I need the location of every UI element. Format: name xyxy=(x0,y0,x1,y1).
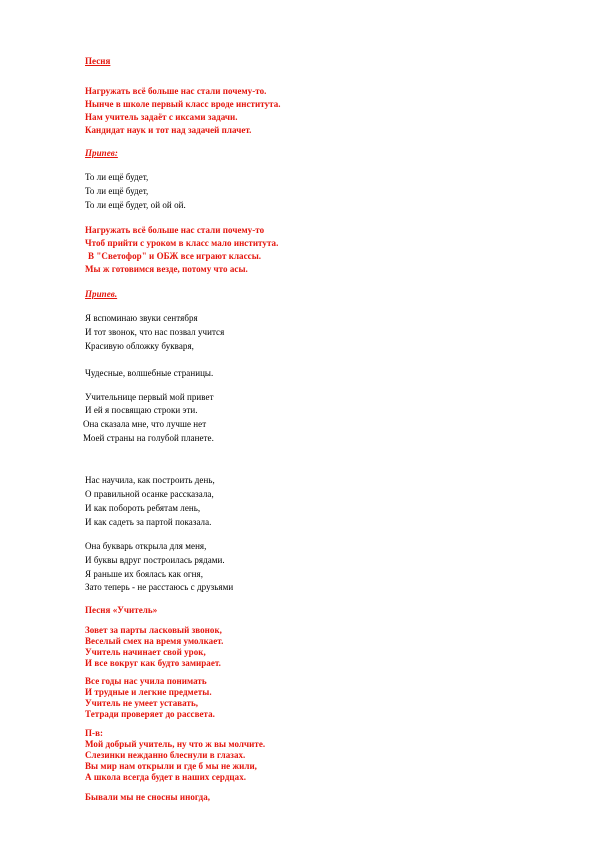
lyric-line: И трудные и легкие предметы. xyxy=(85,687,212,697)
lyric-line: Бывали мы не сносны иногда, xyxy=(85,792,211,802)
lyric-line: То ли ещё будет, ой ой ой. xyxy=(85,200,186,210)
poem-line: Моей страны на голубой планете. xyxy=(83,433,214,443)
lyric-line: То ли ещё будет, xyxy=(85,172,149,182)
lyric-line: Слезинки нежданно блеснули в глазах. xyxy=(85,750,246,760)
song-title: Песня xyxy=(85,56,111,66)
lyric-line: Учитель начинает свой урок, xyxy=(85,647,206,657)
poem-line: Я раньше их боялась как огня, xyxy=(85,569,203,579)
poem-line: И буквы вдруг построилась рядами. xyxy=(85,555,225,565)
lyric-line: Нам учитель задаёт с иксами задачи. xyxy=(85,112,238,122)
poem-line: И ей я посвящаю строки эти. xyxy=(85,405,198,415)
poem-line: И как побороть ребятам лень, xyxy=(85,503,201,513)
lyric-line: Все годы нас учила понимать xyxy=(85,676,207,686)
poem-line: Я вспоминаю звуки сентября xyxy=(85,313,198,323)
lyric-line: Чтоб прийти с уроком в класс мало института. xyxy=(85,238,279,248)
lyric-line: И все вокруг как будто замирает. xyxy=(85,658,221,668)
lyric-line: Нагружать всё больше нас стали почему-то xyxy=(85,225,265,235)
lyric-line: Тетради проверяет до рассвета. xyxy=(85,709,215,719)
poem-line: Красивую обложку букваря, xyxy=(85,341,194,351)
poem-line: И тот звонок, что нас позвал учится xyxy=(85,327,225,337)
song-title: Песня «Учитель» xyxy=(85,605,158,615)
lyric-line: Учитель не умеет уставать, xyxy=(85,698,199,708)
lyric-line: Нынче в школе первый класс вроде института. xyxy=(85,99,281,109)
poem-line: Зато теперь - не расстаюсь с друзьями xyxy=(85,582,234,592)
lyric-line: То ли ещё будет, xyxy=(85,186,149,196)
lyric-line: Кандидат наук и тот над задачей плачет. xyxy=(85,125,252,135)
lyric-line: Зовет за парты ласковый звонок, xyxy=(85,625,222,635)
lyric-line: Веселый смех на время умолкает. xyxy=(85,636,224,646)
poem-line: Учительнице первый мой привет xyxy=(85,392,214,402)
poem-line: Чудесные, волшебные страницы. xyxy=(85,368,214,378)
lyric-line: Вы мир нам открыли и где б мы не жили, xyxy=(85,761,257,771)
chorus-label: Припев. xyxy=(85,289,118,299)
lyric-line: А школа всегда будет в наших сердцах. xyxy=(85,772,247,782)
poem-line: Нас научила, как построить день, xyxy=(85,475,215,485)
lyric-line: Мы ж готовимся везде, потому что асы. xyxy=(85,264,248,274)
poem-line: О правильной осанке рассказала, xyxy=(85,489,214,499)
poem-line: И как садеть за партой показала. xyxy=(85,517,212,527)
chorus-label: Припев: xyxy=(85,148,118,158)
poem-line: Она сказала мне, что лучше нет xyxy=(83,419,207,429)
lyric-line: Мой добрый учитель, ну что ж вы молчите. xyxy=(85,739,266,749)
chorus-label: П-в: xyxy=(85,728,104,738)
poem-line: Она букварь открыла для меня, xyxy=(85,541,207,551)
lyric-line: В "Светофор" и ОБЖ все играют классы. xyxy=(88,251,262,261)
lyric-line: Нагружать всё больше нас стали почему-то. xyxy=(85,86,267,96)
